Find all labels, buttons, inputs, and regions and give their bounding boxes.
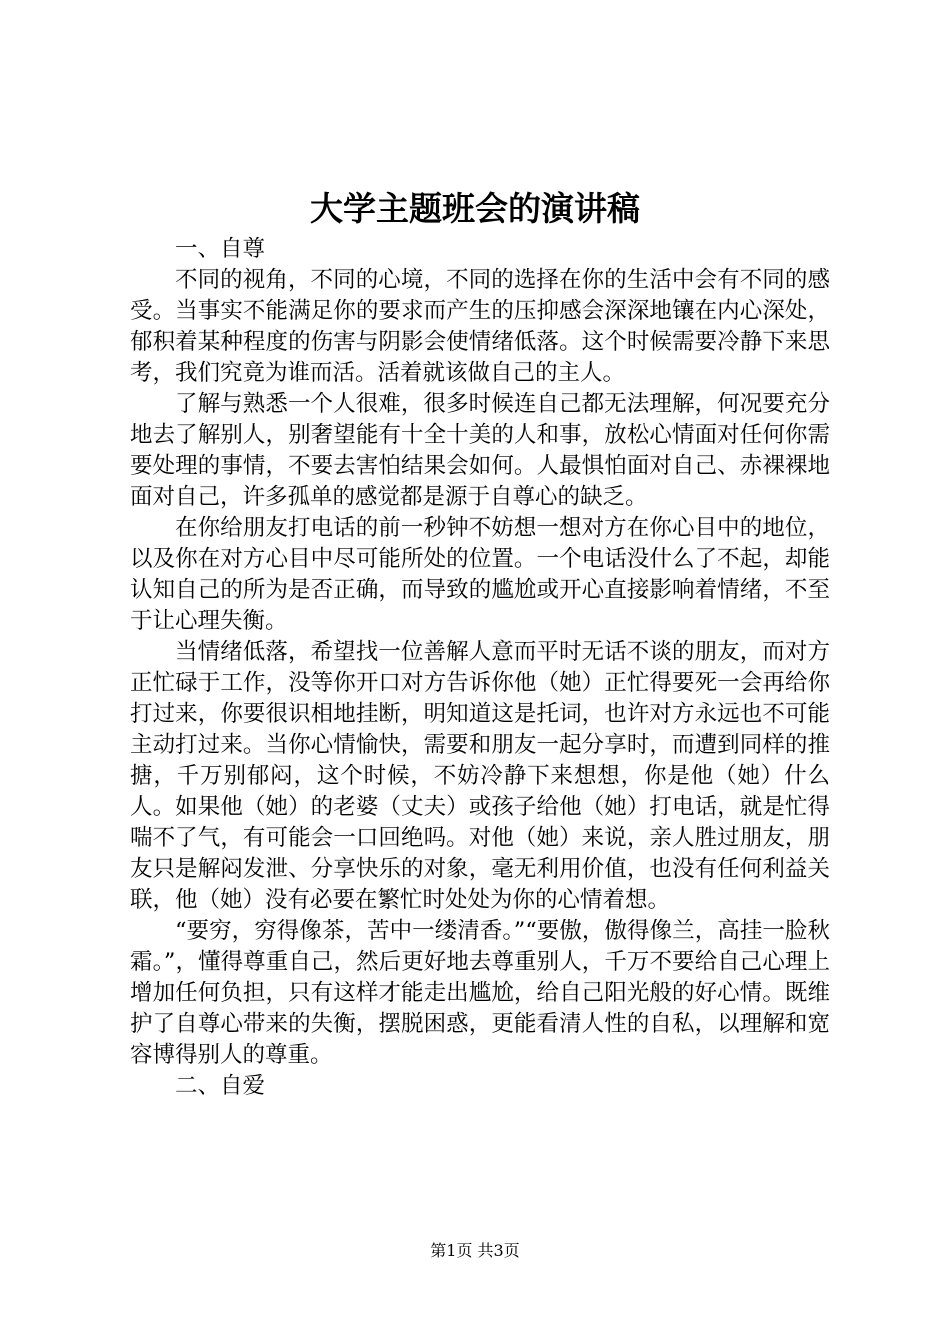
section-heading-2: 二、自爱 [175,1073,266,1099]
section-heading-1: 一、自尊 [175,236,266,262]
paragraph: 当情绪低落，希望找一位善解人意而平时无话不谈的朋友，而对方正忙碌于工作，没等你开口对方告诉你他（她）正忙得要死一会再给你打过来，你要很识相地挂断，明知道这是托词，也许对方永远也不可能主动打过来。当你心情愉快，需要和朋友一起分享时，而遭到同样的推搪，千万别郁闷，这个时候，不妨冷静下来想想，你是他（她）什么人。如果他（她）的老婆（丈夫）或孩子给他（她）打电话，就是忙得喘不了气，有可能会一口回绝吗。对他（她）来说，亲人胜过朋友，朋友只是解闷发泄、分享快乐的对象，毫无利用价值，也没有任何利益关联，他（她）没有必要在繁忙时处处为你的心情着想。 [130,639,830,913]
document-body [130,234,830,1102]
document-title: 大学主题班会的演讲稿 [310,189,640,228]
paragraph: “要穷，穷得像茶，苦中一缕清香。”“要傲，傲得像兰，高挂一脸秋霜。”，懂得尊重自己，然后更好地去尊重别人，千万不要给自己心理上增加任何负担，只有这样才能走出尴尬，给自己阳光般的好心情。既维护了自尊心带来的失衡，摆脱困惑，更能看清人性的自私，以理解和宽容博得别人的尊重。 [130,918,830,1068]
paragraph: 在你给朋友打电话的前一秒钟不妨想一想对方在你心目中的地位，以及你在对方心目中尽可能所处的位置。一个电话没什么了不起，却能认知自己的所为是否正确，而导致的尴尬或开心直接影响着情绪，不至于让心理失衡。 [130,515,830,634]
page-number-footer: 第1页 共3页 [430,1241,520,1260]
paragraph: 不同的视角，不同的心境，不同的选择在你的生活中会有不同的感受。当事实不能满足你的要求而产生的压抑感会深深地镶在内心深处，郁积着某种程度的伤害与阴影会使情绪低落。这个时候需要冷静下来思考，我们究竟为谁而活。活着就该做自己的主人。 [130,267,830,386]
paragraph: 了解与熟悉一个人很难，很多时候连自己都无法理解，何况要充分地去了解别人，别奢望能有十全十美的人和事，放松心情面对任何你需要处理的事情，不要去害怕结果会如何。人最惧怕面对自己、赤裸裸地面对自己，许多孤单的感觉都是源于自尊心的缺乏。 [130,391,830,510]
